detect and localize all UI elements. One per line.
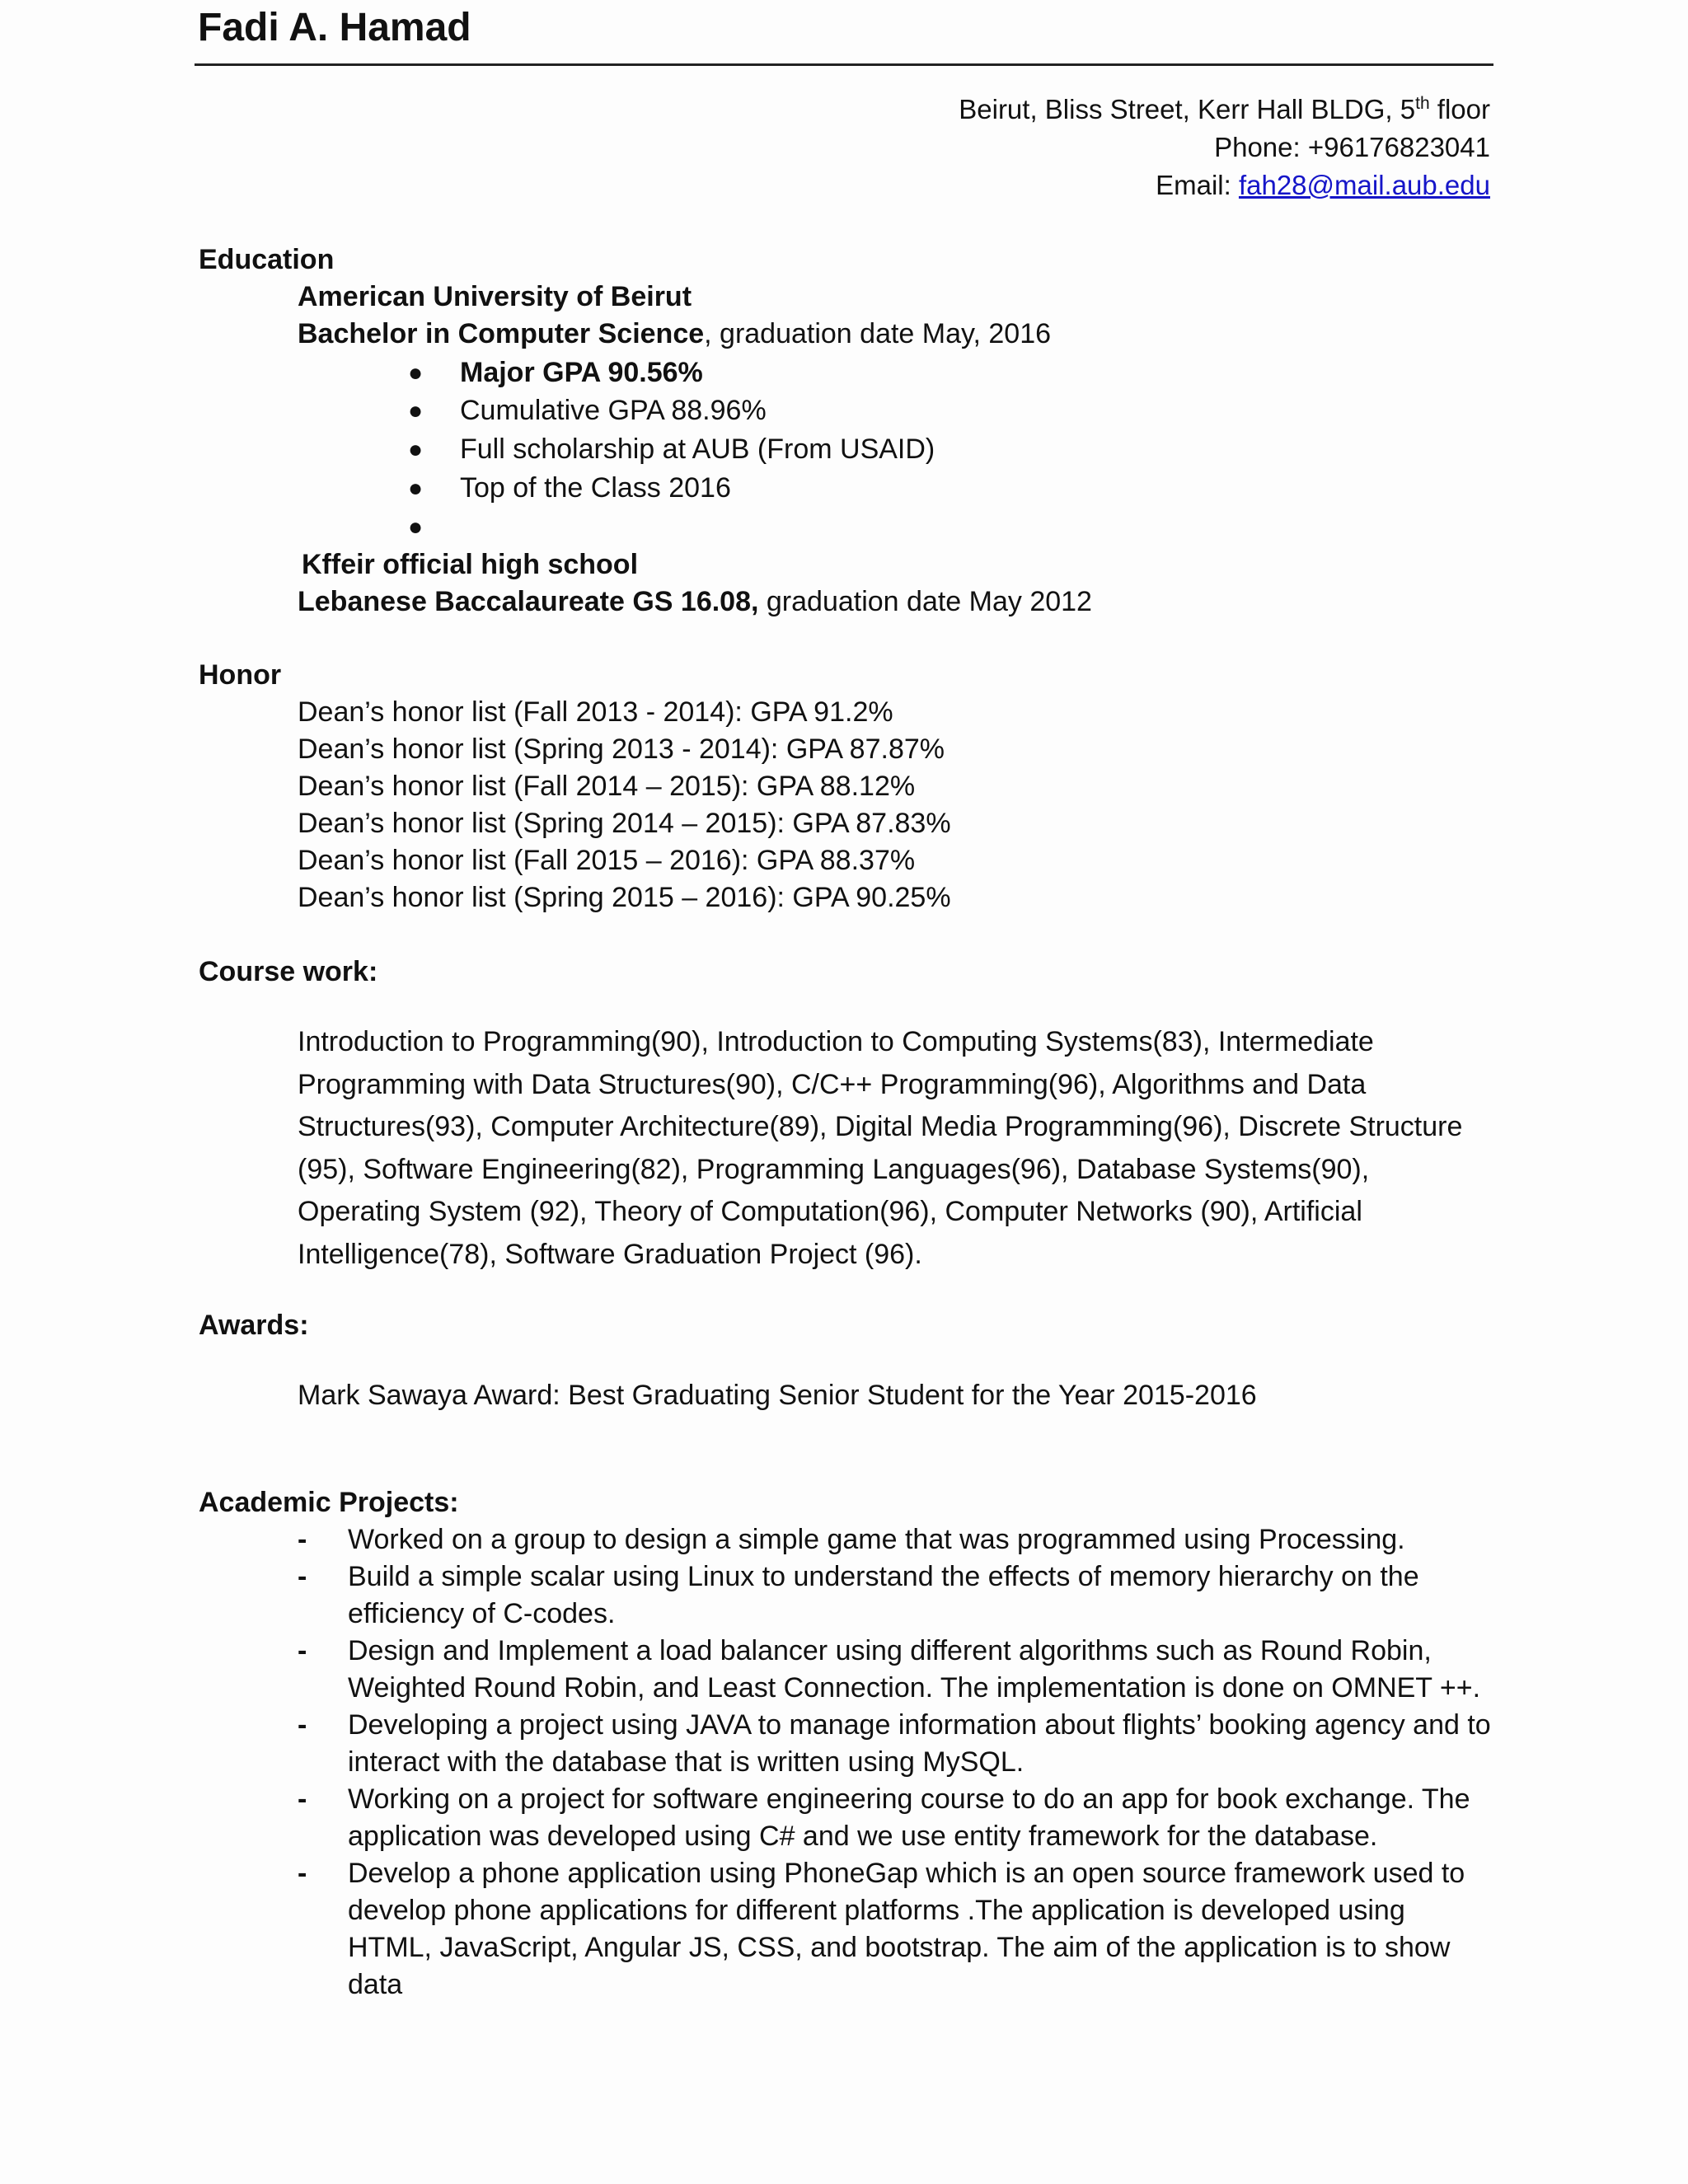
bullet-icon: ●	[408, 397, 424, 424]
coursework-text: Introduction to Programming(90), Introduction to Computing Systems(83), Intermediate Programming with Data Structures(90), C/C++ Programming(96), Algorithms and Data Structures(93), Computer Architecture(89), Digital Media Programming(96), Discrete Structure (95), Software Engineering(82), Programming Languages(96), Database Systems(90), Operating System (92), Theory of Computation(96), Computer Networks (90), Artificial Intelligence(78), Software Graduation Project (96).	[298, 1026, 1463, 1270]
education-bullet: Cumulative GPA 88.96%	[460, 395, 767, 426]
education-heading: Education	[199, 244, 335, 275]
email-link[interactable]: fah28@mail.aub.edu	[1238, 170, 1490, 200]
bullet-icon: ●	[408, 475, 424, 502]
projects-heading: Academic Projects:	[199, 1487, 459, 1518]
coursework-heading: Course work:	[199, 956, 378, 987]
dash-bullet-icon: -	[298, 1524, 307, 1555]
dash-bullet-icon: -	[298, 1858, 307, 1889]
education-bullet: Full scholarship at AUB (From USAID)	[460, 434, 935, 465]
dash-bullet-icon: -	[298, 1783, 307, 1815]
degree-line	[298, 316, 1051, 353]
bullet-icon: ●	[408, 436, 424, 463]
university-name: American University of Beirut	[298, 281, 692, 312]
honor-item: Dean’s honor list (Spring 2015 – 2016): GPA 90.25%	[298, 882, 951, 913]
baccalaureate-name: Lebanese Baccalaureate GS 16.08,	[298, 586, 759, 617]
award-item: Mark Sawaya Award: Best Graduating Senior Student for the Year 2015-2016	[298, 1380, 1257, 1411]
project-item: Working on a project for software engineering course to do an app for book exchange. The application was developed using C# and we use entity framework for the database.	[348, 1783, 1470, 1852]
address-superscript: th	[1415, 94, 1430, 113]
awards-heading: Awards:	[199, 1310, 309, 1341]
baccalaureate-line	[298, 583, 1092, 621]
education-bullet: Major GPA 90.56%	[460, 357, 703, 388]
honor-item: Dean’s honor list (Spring 2013 - 2014): GPA 87.87%	[298, 733, 945, 765]
degree-name: Bachelor in Computer Science	[298, 318, 705, 349]
project-item: Develop a phone application using PhoneGap which is an open source framework used to develop phone applications for different platforms .The application is developed using HTML, JavaScript, Angular JS, CSS, and bootstrap. The aim of the application is to show data	[348, 1858, 1465, 2000]
honor-item: Dean’s honor list (Fall 2015 – 2016): GPA 88.37%	[298, 845, 916, 876]
header-divider	[195, 63, 1493, 66]
phone-line: Phone: +96176823041	[1214, 132, 1490, 162]
education-bullet: Top of the Class 2016	[460, 472, 731, 504]
honor-item: Dean’s honor list (Fall 2014 – 2015): GPA 88.12%	[298, 771, 916, 802]
school-name: Kffeir official high school	[302, 549, 639, 580]
dash-bullet-icon: -	[298, 1635, 307, 1666]
dash-bullet-icon: -	[298, 1561, 307, 1592]
address-text: Beirut, Bliss Street, Kerr Hall BLDG, 5	[959, 94, 1416, 124]
dash-bullet-icon: -	[298, 1709, 307, 1741]
contact-block	[959, 91, 1490, 204]
degree-detail: , graduation date May, 2016	[704, 318, 1052, 349]
project-item: Design and Implement a load balancer using different algorithms such as Round Robin, Weighted Round Robin, and Least Connection. The implementation is done on OMNET ++.	[348, 1635, 1481, 1704]
honor-item: Dean’s honor list (Fall 2013 - 2014): GPA 91.2%	[298, 696, 893, 728]
baccalaureate-detail: graduation date May 2012	[758, 586, 1092, 617]
email-line	[959, 166, 1490, 204]
bullet-icon: ●	[408, 513, 424, 541]
bullet-icon: ●	[408, 359, 424, 387]
project-item: Worked on a group to design a simple game that was programmed using Processing.	[348, 1524, 1405, 1555]
honor-item: Dean’s honor list (Spring 2014 – 2015): GPA 87.83%	[298, 808, 951, 839]
project-item: Build a simple scalar using Linux to understand the effects of memory hierarchy on the efficiency of C-codes.	[348, 1561, 1419, 1629]
email-label: Email:	[1156, 170, 1239, 200]
project-item: Developing a project using JAVA to manage information about flights’ booking agency and to interact with the database that is written using MySQL.	[348, 1709, 1491, 1778]
honor-heading: Honor	[199, 659, 282, 691]
address-suffix: floor	[1429, 94, 1490, 124]
address-line	[959, 91, 1490, 129]
resume-name: Fadi A. Hamad	[198, 6, 471, 49]
